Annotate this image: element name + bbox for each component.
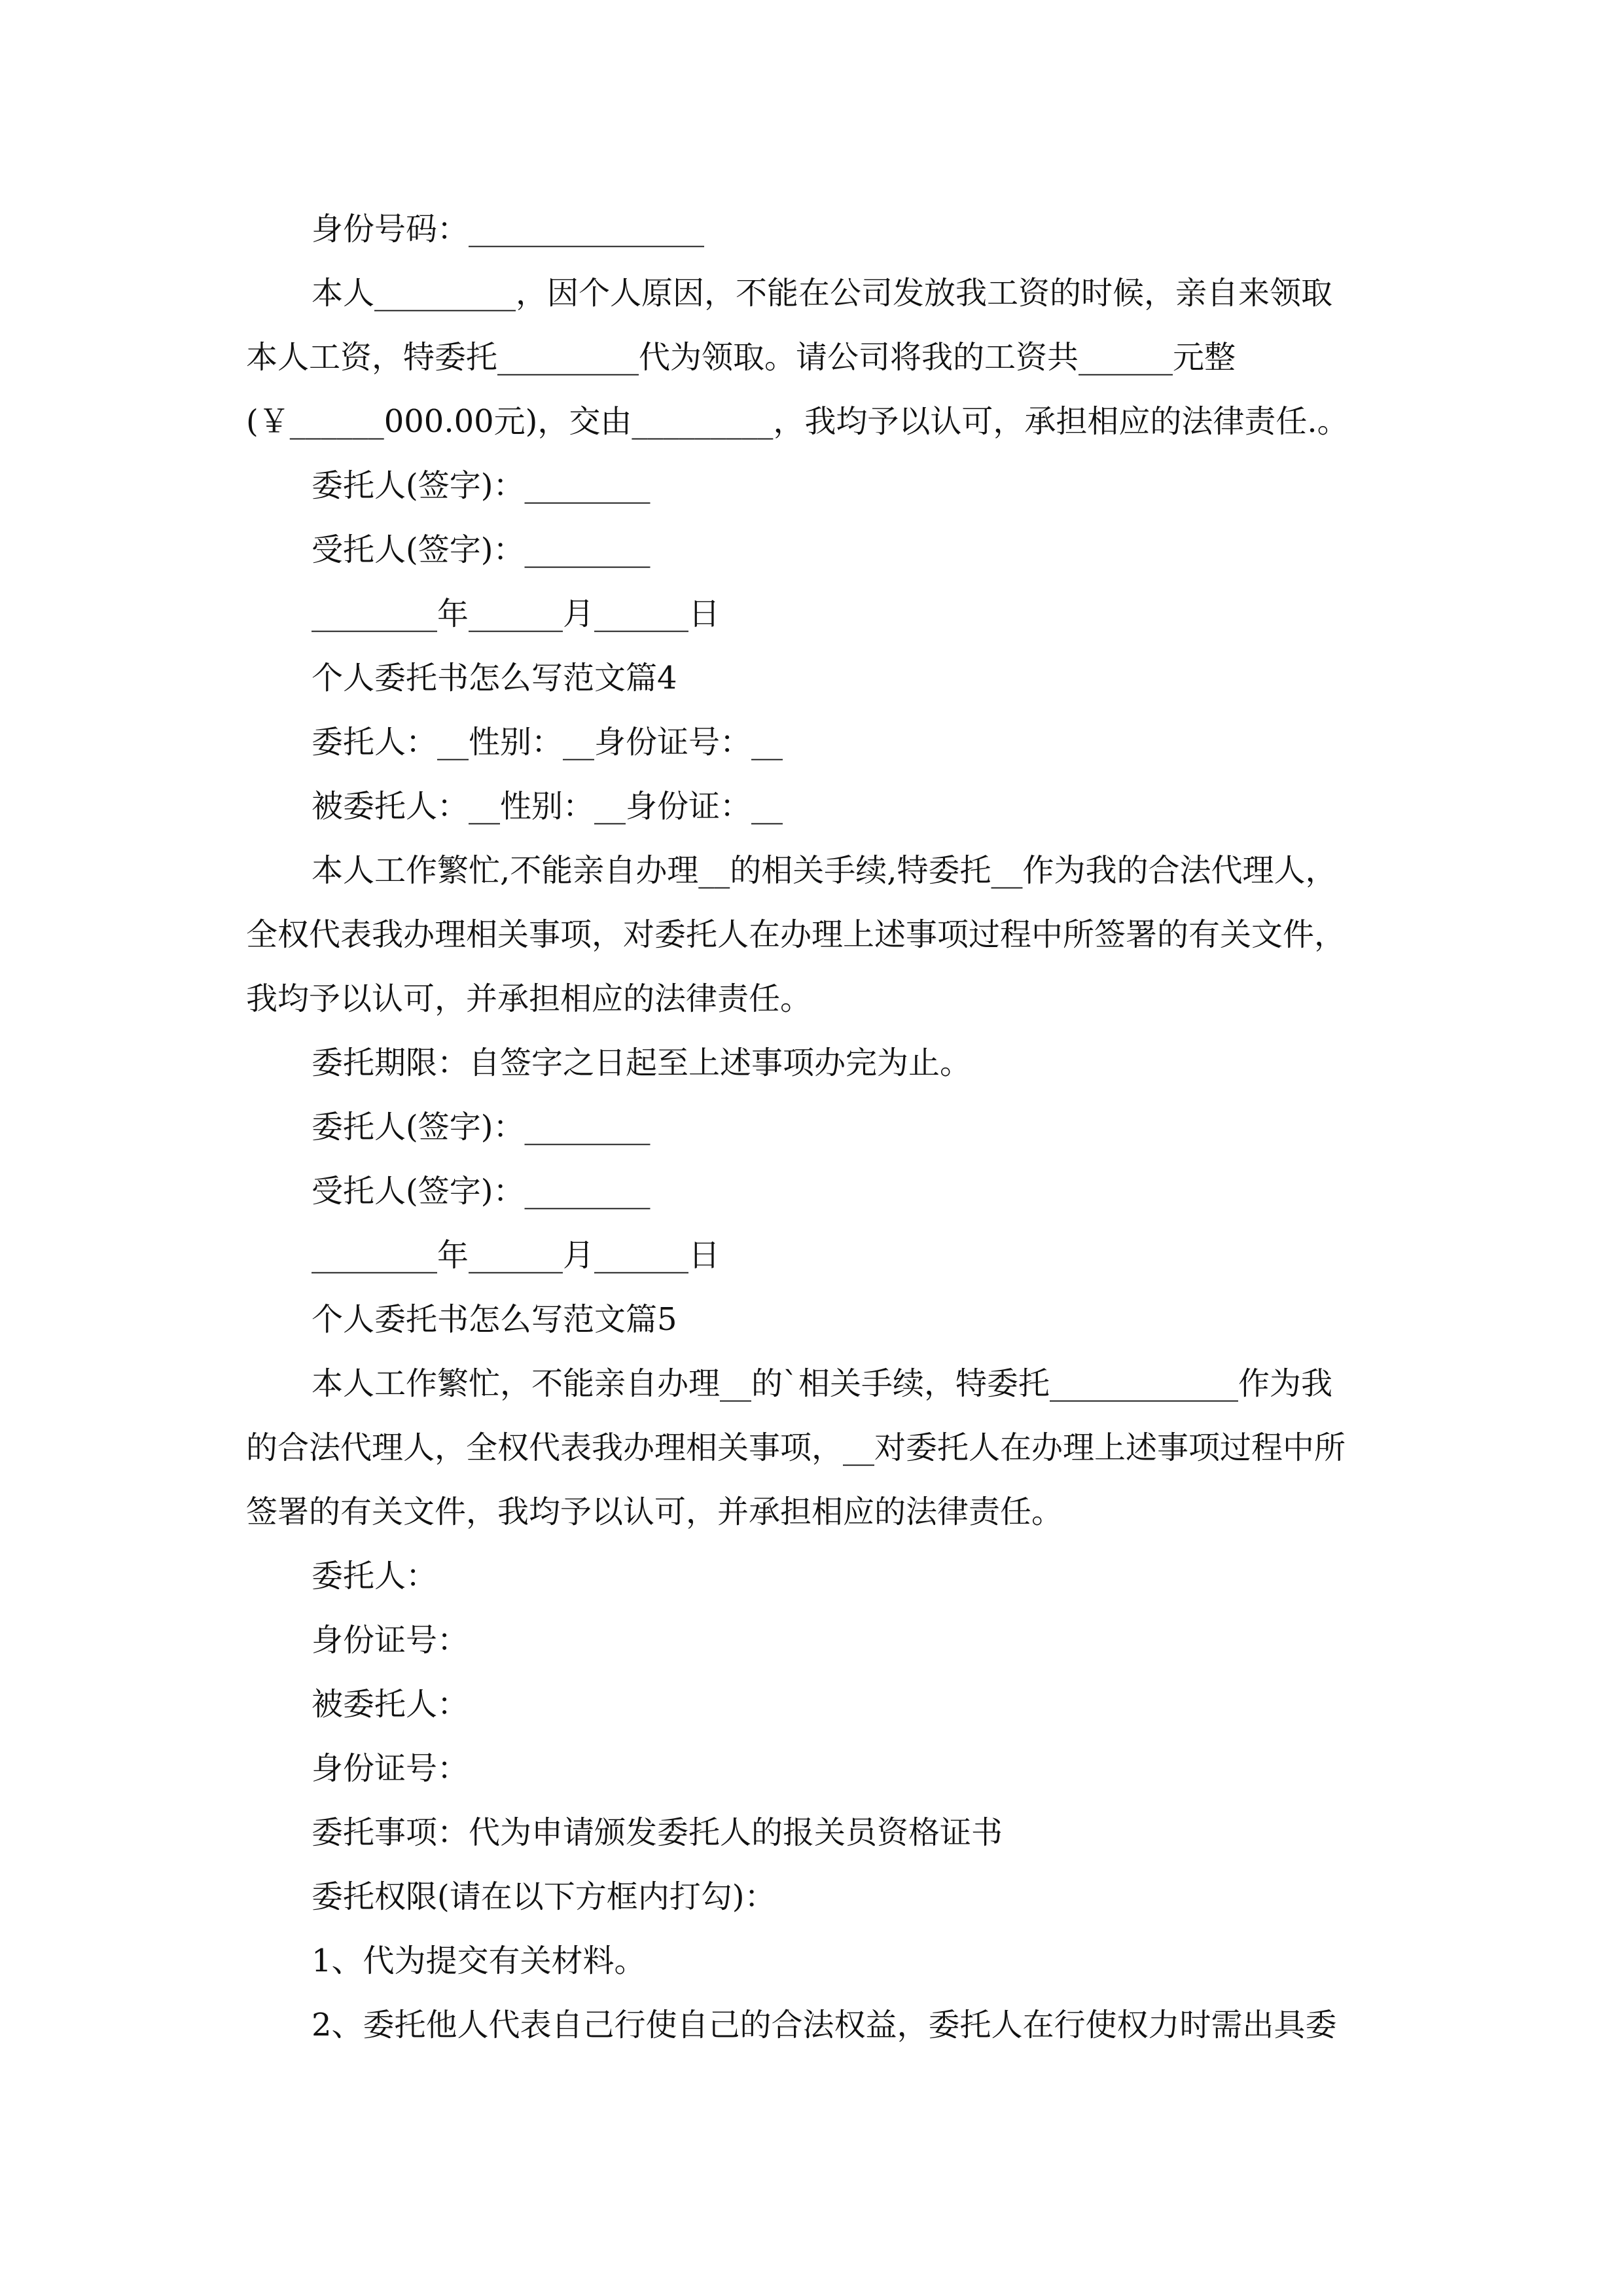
paragraph-line: 本人工作繁忙，不能亲自办理__的`相关手续，特委托____________作为我 — [312, 1365, 1333, 1402]
paragraph-line: 本人工资，特委托_________代为领取。请公司将我的工资共______元整 — [246, 339, 1236, 376]
agent-info-line: 被委托人：__性别：__身份证：__ — [312, 788, 783, 825]
paragraph-line: 我均予以认可，并承担相应的法律责任。 — [246, 980, 812, 1017]
paragraph-line: 本人工作繁忙,不能亲自办理__的相关手续,特委托__作为我的合法代理人， — [312, 852, 1337, 889]
authority-line: 委托权限(请在以下方框内打勾)： — [312, 1878, 776, 1915]
principal-signature-line: 委托人(签字)：________ — [312, 1109, 651, 1145]
principal-signature-line: 委托人(签字)：________ — [312, 467, 651, 504]
id-number-line: 身份号码：_______________ — [312, 211, 705, 247]
term-line: 委托期限：自签字之日起至上述事项办完为止。 — [312, 1045, 972, 1081]
section-heading: 个人委托书怎么写范文篇4 — [312, 660, 677, 696]
agent-signature-line: 受托人(签字)：________ — [312, 531, 651, 568]
principal-label: 委托人： — [312, 1558, 438, 1594]
paragraph-line: 全权代表我办理相关事项，对委托人在办理上述事项过程中所签署的有关文件， — [246, 916, 1346, 953]
id-number-label: 身份证号： — [312, 1750, 469, 1787]
section-heading: 个人委托书怎么写范文篇5 — [312, 1301, 677, 1338]
paragraph-line: (￥______000.00元)，交由_________，我均予以认可，承担相应的法律责任.。 — [246, 403, 1349, 440]
agent-signature-line: 受托人(签字)：________ — [312, 1173, 651, 1210]
paragraph-line: 本人_________，因个人原因，不能在公司发放我工资的时候，亲自来领取 — [312, 275, 1333, 312]
id-number-label: 身份证号： — [312, 1622, 469, 1659]
matter-line: 委托事项：代为申请颁发委托人的报关员资格证书 — [312, 1814, 1003, 1851]
principal-info-line: 委托人：__性别：__身份证号：__ — [312, 724, 783, 761]
agent-label: 被委托人： — [312, 1686, 469, 1723]
date-line: ________年______月______日 — [312, 1237, 721, 1274]
list-item: 1、代为提交有关材料。 — [312, 1943, 646, 1979]
date-line: ________年______月______日 — [312, 596, 721, 632]
paragraph-line: 的合法代理人，全权代表我办理相关事项，__对委托人在办理上述事项过程中所 — [246, 1429, 1346, 1466]
list-item: 2、委托他人代表自己行使自己的合法权益，委托人在行使权力时需出具委 — [312, 2007, 1337, 2043]
paragraph-line: 签署的有关文件，我均予以认可，并承担相应的法律责任。 — [246, 1494, 1063, 1530]
